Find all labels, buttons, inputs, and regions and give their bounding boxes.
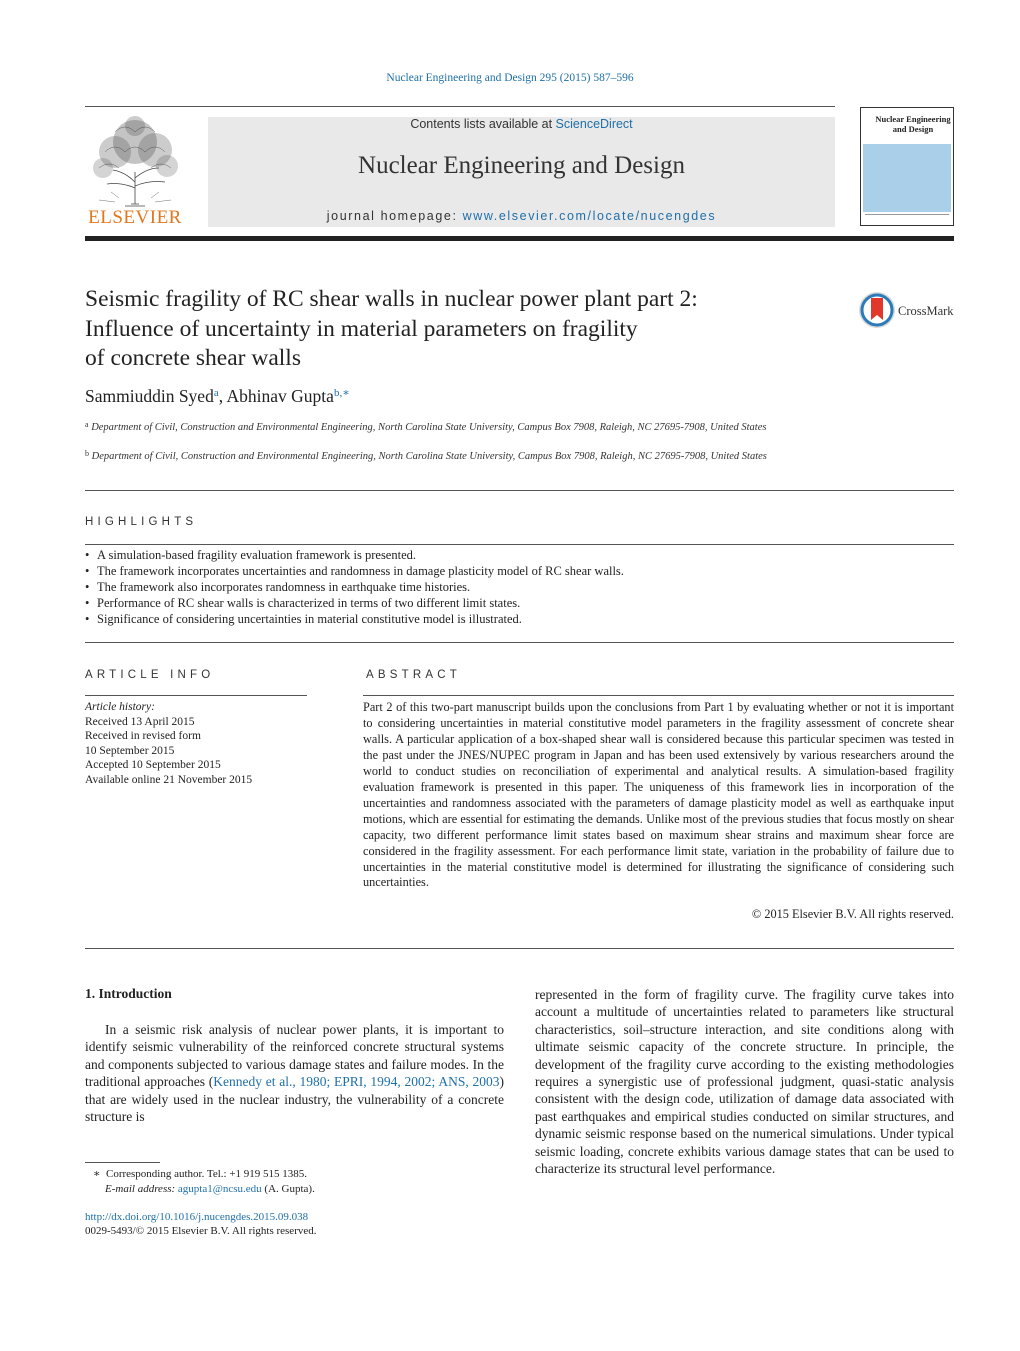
email-suffix: (A. Gupta).: [261, 1183, 315, 1195]
highlight-item: • Performance of RC shear walls is characterized in terms of two different limit states.: [85, 595, 954, 611]
journal-homepage-link[interactable]: www.elsevier.com/locate/nucengdes: [462, 209, 717, 223]
history-entry: Received in revised form: [85, 730, 201, 742]
affiliation: [85, 447, 805, 465]
abstract-heading: ABSTRACT: [366, 669, 461, 681]
contents-line: [208, 117, 835, 131]
footnote-rule: [85, 1162, 160, 1163]
email-link[interactable]: agupta1@ncsu.edu: [177, 1183, 262, 1195]
history-entry: Accepted 10 September 2015: [85, 759, 221, 771]
doi-link[interactable]: http://dx.doi.org/10.1016/j.nucengdes.2015.09.038: [85, 1211, 309, 1223]
cover-band: [863, 144, 951, 212]
journal-title: Nuclear Engineering and Design: [358, 152, 685, 179]
section-rule: [85, 948, 954, 949]
highlight-item: • The framework incorporates uncertainties and randomness in damage plasticity model of RC shear walls.: [85, 563, 954, 579]
introduction-heading: 1. Introduction: [85, 986, 172, 1001]
highlights-list: [85, 547, 954, 627]
header-rule: [85, 106, 835, 107]
history-entry: Received 13 April 2015: [85, 715, 195, 728]
author-affil-sup[interactable]: a: [213, 387, 219, 399]
journal-homepage-line: [208, 209, 835, 223]
title-line: Influence of uncertainty in material parameters on fragility: [85, 315, 638, 342]
issn-copyright: 0029-5493/© 2015 Elsevier B.V. All rights reserved.: [85, 1225, 317, 1237]
affiliation: [85, 418, 805, 436]
title-line: Seismic fragility of RC shear walls in nuclear power plant part 2:: [85, 286, 698, 312]
cover-footer: [865, 214, 949, 222]
journal-cover-thumbnail[interactable]: [860, 107, 954, 226]
title-line: of concrete shear walls: [85, 345, 301, 371]
article-title: [85, 285, 825, 374]
abstract-rule: [363, 695, 954, 696]
introduction-paragraph-left: [85, 1021, 504, 1125]
email-label: E-mail address:: [105, 1183, 178, 1195]
introduction-paragraph-right: represented in the form of fragility curve. The fragility curve takes into account a multitude of uncertainties related to parameters like structural characteristics, soil–structure interaction, and site conditions along with ultimate seismic capacity of the concrete structure. In principle, the development of the fragility curve according to the existing methodologies requires a synergistic use of professional judgment, quasi-static analysis consistent with the design code, utilization of damage data associated with past earthquakes and empirical studies conducted on similar structures, and dynamic seismic response based on the numerical simulations. Under typical seismic loading, concrete exhibits various damage states that can be used to characterize its structural level performance.: [535, 987, 954, 1177]
abstract-copyright: © 2015 Elsevier B.V. All rights reserved.: [751, 907, 954, 921]
affiliation-sup: a: [85, 420, 89, 429]
highlights-rule-bottom: [85, 642, 954, 643]
highlight-item: • A simulation-based fragility evaluation framework is presented.: [85, 547, 954, 563]
article-history: [85, 700, 307, 787]
footnote-marker: ∗: [93, 1168, 101, 1180]
section-rule: [85, 490, 954, 491]
affiliation-sup: b: [85, 449, 89, 458]
elsevier-wordmark: ELSEVIER: [88, 207, 182, 228]
author-separator: ,: [218, 386, 227, 406]
article-info-rule: [85, 695, 307, 696]
affiliation-text: Department of Civil, Construction and Environmental Engineering, North Carolina State University, Campus Box 7908, Raleigh, NC 27695-7908, United States: [91, 422, 767, 433]
author-list: [85, 386, 350, 407]
footnote-corresponding: [85, 1167, 504, 1182]
author-name[interactable]: Abhinav Gupta: [226, 386, 334, 406]
highlight-item: • The framework also incorporates randomness in earthquake time histories.: [85, 579, 954, 595]
reference-link[interactable]: Kennedy et al., 1980; EPRI, 1994, 2002; ANS, 2003: [213, 1074, 500, 1090]
history-entry: 10 September 2015: [85, 744, 175, 757]
history-entry: Available online 21 November 2015: [85, 773, 253, 786]
contents-prefix: Contents lists available at: [410, 117, 556, 131]
journal-citation[interactable]: Nuclear Engineering and Design 295 (2015) 587–596: [386, 72, 634, 84]
header-thick-rule: [85, 236, 954, 241]
footnote: [85, 1167, 504, 1197]
crossmark-label[interactable]: CrossMark: [898, 304, 954, 318]
highlight-item: • Significance of considering uncertainties in material constitutive model is illustrated.: [85, 611, 954, 627]
article-info-heading: ARTICLE INFO: [85, 669, 215, 681]
intro-text: In a seismic risk analysis of nuclear power plants, it is important to identify seismic vulnerability of the reinforced concrete structural systems and components subjected to various damage states and failure modes. In the traditional approaches (: [85, 1022, 504, 1090]
homepage-prefix: journal homepage:: [326, 209, 463, 223]
history-label: Article history:: [85, 701, 155, 713]
highlights-rule-top: [85, 544, 954, 545]
crossmark-icon: [858, 290, 898, 330]
abstract-text: Part 2 of this two-part manuscript builds upon the conclusions from Part 1 by evaluating whether or not it is important to considering uncertainties in material constitutive model parameters in the fragility assessment of concrete shear walls. A particular application of a box-shaped shear wall is considered because this particular specimen was tested in the past under the JNES/NUPEC program in Japan and has been used extensively by various researchers around the world to conduct studies on reconciliation of experimental and analytical results. A simulation-based fragility evaluation framework is presented in this paper. The uniqueness of this framework lies in incorporation of the uncertainties and randomness associated with the parameters of damage plasticity model as well as earthquake input motions, which are essential for estimating the demands. Unlike most of the previous studies that focus mostly on shear capacity, two different performance limit states based on maximum shear strains and maximum shear force are considered in the fragility assessment. For each performance limit state, variation in the probability of failure due to uncertainties in the material constitutive model is determined for illustrating the significance of considering such uncertainties.: [363, 700, 954, 890]
author-affil-sup[interactable]: b,∗: [333, 387, 350, 399]
author-name[interactable]: Sammiuddin Syed: [85, 386, 214, 406]
footnote-email: [85, 1182, 504, 1197]
sciencedirect-link[interactable]: ScienceDirect: [555, 117, 633, 131]
affiliation-text: Department of Civil, Construction and Environmental Engineering, North Carolina State University, Campus Box 7908, Raleigh, NC 27695-7908, United States: [91, 451, 767, 462]
highlights-heading: HIGHLIGHTS: [85, 516, 198, 528]
corresponding-author-text: Corresponding author. Tel.: +1 919 515 1385.: [105, 1168, 308, 1180]
cover-title: Nuclear Engineering and Design: [875, 114, 951, 134]
intro-text: ) that are widely used in the nuclear industry, the vulnerability of a concrete structure is: [85, 1074, 504, 1125]
